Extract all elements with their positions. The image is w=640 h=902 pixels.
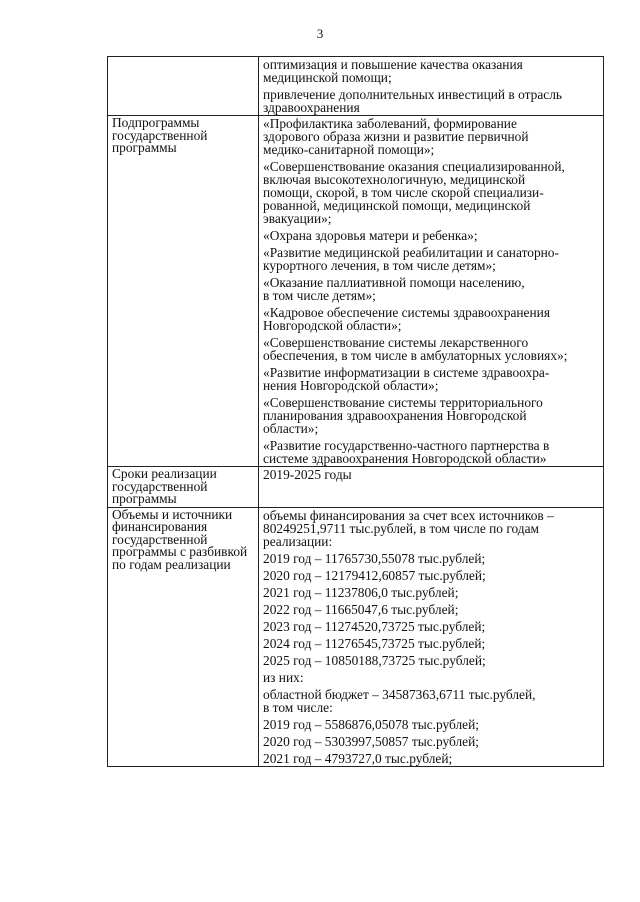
row-label-cell [108, 467, 259, 508]
value-paragraph [263, 396, 599, 435]
value-paragraph [263, 306, 599, 332]
label-line: программы [112, 491, 177, 506]
value-line: планирования здравоохранения Новгородской [263, 408, 527, 423]
value-paragraph [263, 468, 599, 481]
value-line: Новгородской области»; [263, 318, 402, 333]
value-line: 2019-2025 годы [263, 467, 352, 482]
value-paragraph [263, 569, 599, 582]
value-line: рованной, медицинской помощи, медицинской [263, 198, 531, 213]
value-paragraph [263, 688, 599, 714]
row-label-cell [108, 507, 259, 766]
value-paragraph [263, 671, 599, 684]
value-line: 2023 год – 11274520,73725 тыс.рублей; [263, 618, 486, 634]
value-line: привлечение дополнительных инвестиций в отрасль [263, 87, 563, 102]
value-line: помощи, скорой, в том числе скорой специализи- [263, 185, 544, 200]
value-paragraph [263, 637, 599, 650]
value-line: «Развитие медицинской реабилитации и санаторно- [263, 245, 559, 260]
page-number: 3 [316, 26, 324, 41]
value-line: 80249251,9711 тыс.рублей, в том числе по годам [263, 520, 540, 536]
value-paragraph [263, 366, 599, 392]
value-paragraph [263, 654, 599, 667]
goals-continuation-row [108, 57, 604, 116]
value-line: включая высокотехнологичную, медицинской [263, 172, 526, 187]
value-paragraph [263, 586, 599, 599]
value-line: 2019 год – 5586876,05078 тыс.рублей; [263, 716, 480, 732]
value-paragraph [263, 276, 599, 302]
value-paragraph [263, 117, 599, 156]
value-paragraph [263, 552, 599, 565]
value-paragraph [263, 336, 599, 362]
value-paragraph [263, 509, 599, 548]
value-line: областной бюджет – 34587363,6711 тыс.рублей, [263, 686, 536, 702]
value-line: нения Новгородской области»; [263, 378, 439, 393]
value-line: 2020 год – 12179412,60857 тыс.рублей; [263, 567, 486, 583]
value-paragraph [263, 439, 599, 465]
row-value-cell [259, 57, 604, 116]
value-paragraph [263, 88, 599, 114]
value-line: «Охрана здоровья матери и ребенка»; [263, 228, 478, 243]
label-line: по годам реализации [112, 556, 231, 572]
label-line: Сроки реализации [112, 466, 217, 481]
value-line: здорового образа жизни и развитие первичной [263, 129, 529, 144]
value-line: 2019 год – 11765730,55078 тыс.рублей; [263, 550, 486, 566]
value-line: «Развитие государственно-частного партнерства в [263, 438, 550, 453]
value-line: «Совершенствование оказания специализированной, [263, 159, 565, 174]
value-line: здравоохранения [263, 100, 360, 115]
row-label-cell [108, 57, 259, 116]
funding-row [108, 507, 604, 766]
value-line: системе здравоохранения Новгородской области» [263, 451, 547, 466]
subprograms-row [108, 116, 604, 467]
value-line: 2022 год – 11665047,6 тыс.рублей; [263, 601, 459, 617]
label-line: государственной [112, 127, 208, 143]
label-line: Объемы и источники [112, 506, 233, 522]
label-line: программы с разбивкой [112, 544, 248, 559]
label-line: финансирования [112, 519, 208, 534]
value-line: в том числе: [263, 699, 333, 715]
value-line: «Профилактика заболеваний, формирование [263, 116, 517, 131]
value-line: «Развитие информатизации в системе здравоохра- [263, 365, 550, 380]
value-paragraph [263, 246, 599, 272]
value-line: «Кадровое обеспечение системы здравоохранения [263, 305, 550, 320]
value-paragraph [263, 603, 599, 616]
value-line: «Оказание паллиативной помощи населению, [263, 275, 525, 290]
value-paragraph [263, 752, 599, 765]
label-line: Подпрограммы [112, 115, 200, 130]
value-line: 2021 год – 4793727,0 тыс.рублей; [263, 750, 453, 766]
value-line: 2020 год – 5303997,50857 тыс.рублей; [263, 733, 480, 749]
value-line: медицинской помощи; [263, 70, 392, 85]
value-paragraph [263, 229, 599, 242]
program-passport-table [107, 56, 604, 767]
value-line: оптимизация и повышение качества оказания [263, 57, 523, 72]
value-line: медико-санитарной помощи»; [263, 142, 435, 157]
label-line: программы [112, 140, 177, 155]
value-line: области»; [263, 421, 319, 436]
value-line: «Совершенствование системы лекарственного [263, 335, 529, 350]
value-line: из них: [263, 669, 304, 685]
value-line: 2021 год – 11237806,0 тыс.рублей; [263, 584, 459, 600]
value-line: 2025 год – 10850188,73725 тыс.рублей; [263, 652, 486, 668]
value-line: в том числе детям»; [263, 288, 376, 303]
value-paragraph [263, 735, 599, 748]
value-paragraph [263, 160, 599, 225]
timeline-row [108, 467, 604, 508]
row-label-cell [108, 116, 259, 467]
value-line: обеспечения, в том числе в амбулаторных условиях»; [263, 348, 568, 363]
value-line: объемы финансирования за счет всех источников – [263, 507, 554, 523]
value-paragraph [263, 58, 599, 84]
value-paragraph [263, 620, 599, 633]
row-value-cell [259, 467, 604, 508]
value-paragraph [263, 718, 599, 731]
value-line: эвакуации»; [263, 211, 332, 226]
row-value-cell [259, 116, 604, 467]
value-line: 2024 год – 11276545,73725 тыс.рублей; [263, 635, 486, 651]
label-line: государственной [112, 531, 208, 547]
value-line: реализации: [263, 533, 333, 549]
row-value-cell [259, 507, 604, 766]
label-line: государственной [112, 478, 208, 494]
value-line: курортного лечения, в том числе детям»; [263, 258, 496, 273]
value-line: «Совершенствование системы территориального [263, 395, 543, 410]
